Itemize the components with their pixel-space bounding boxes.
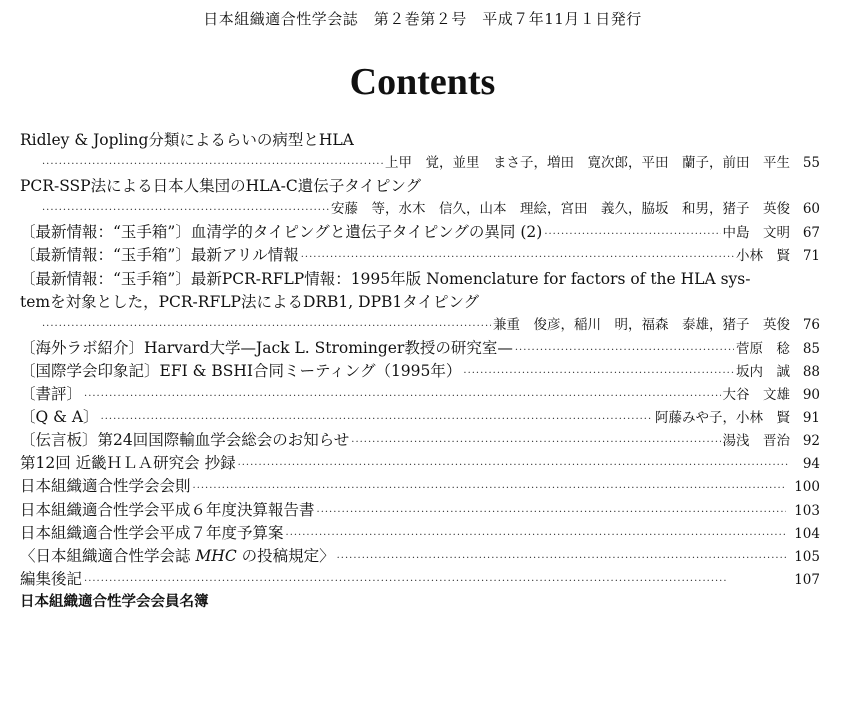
entry-page: 91 — [802, 410, 820, 427]
entry-authors: 中島 文明 — [722, 225, 790, 242]
entry-page: 76 — [802, 316, 820, 333]
leader-dots — [515, 345, 734, 356]
leader-dots — [42, 159, 383, 170]
entry-title: 〔海外ラボ紹介〕Harvard大学—Jack L. Strominger教授の研究室— — [20, 338, 513, 357]
entry-title-italic: MHC — [195, 546, 237, 565]
toc-entry[interactable] — [20, 567, 820, 590]
leader-dots — [351, 437, 720, 448]
toc-entry[interactable] — [20, 174, 820, 197]
leader-dots — [84, 391, 720, 402]
leader-dots — [238, 460, 788, 471]
entry-title: 日本組織適合性学会会則 — [20, 477, 191, 496]
entry-title: 日本組織適合性学会平成７年度予算案 — [20, 523, 284, 542]
entry-title: 〔伝言板〕第24回国際輸血学会総会のお知らせ — [20, 431, 350, 450]
toc-entry[interactable] — [20, 128, 820, 151]
toc-entry[interactable] — [20, 220, 820, 243]
toc-entry[interactable] — [20, 336, 820, 359]
leader-dots — [286, 530, 787, 541]
entry-title: 日本組織適合性学会平成６年度決算報告書 — [20, 500, 315, 519]
entry-title-pre: 〈日本組織適合性学会誌 — [20, 546, 196, 565]
entry-title: 第12回 近畿ＨＬＡ研究会 抄録 — [20, 454, 236, 473]
entry-page: 55 — [802, 155, 820, 172]
toc-entry[interactable] — [20, 590, 820, 613]
entry-page: 71 — [802, 248, 820, 265]
entry-authors: 坂内 誠 — [736, 363, 790, 380]
entry-authors: 兼重 俊彦，稲川 明，福森 泰雄，猪子 英俊 — [493, 316, 790, 333]
leader-dots — [544, 229, 720, 240]
entry-title: 〔書評〕 — [20, 385, 83, 404]
entry-authors: 上甲 覚，並里 まさ子，増田 寛次郎，平田 蘭子，前田 平生 — [385, 155, 790, 172]
entry-title: 〔最新情報：“玉手箱”〕最新アリル情報 — [20, 246, 299, 265]
entry-authors: 大谷 文雄 — [722, 387, 790, 404]
toc-entry[interactable] — [20, 498, 820, 521]
entry-title: PCR-SSP法による日本人集団のHLA-C遺伝子タイピング — [20, 177, 422, 196]
toc-entry[interactable] — [20, 474, 820, 497]
toc-entry[interactable] — [20, 382, 820, 405]
leader-dots — [42, 321, 491, 332]
entry-page: 85 — [802, 340, 820, 357]
entry-page: 100 — [794, 479, 820, 496]
toc-entry[interactable] — [20, 359, 820, 382]
toc-entry-continued[interactable] — [20, 290, 820, 313]
entry-title: 〔Q & A〕 — [20, 408, 99, 427]
entry-authors: 菅原 稔 — [736, 340, 790, 357]
entry-title-post: の投稿規定〉 — [236, 546, 335, 565]
entry-page: 67 — [802, 225, 820, 242]
leader-dots — [463, 368, 734, 379]
entry-page: 107 — [794, 571, 820, 588]
toc-entry[interactable] — [20, 521, 820, 544]
toc-entry-authors[interactable] — [20, 197, 820, 220]
entry-authors: 安藤 等，水木 信久，山本 理絵，宮田 義久，脇坂 和男，猪子 英俊 — [331, 201, 790, 218]
entry-authors: 阿藤みや子，小林 賢 — [655, 410, 790, 427]
entry-page: 94 — [802, 456, 820, 473]
page-title: Contents — [349, 61, 496, 103]
journal-header: 日本組織適合性学会誌 第２巻第２号 平成７年11月１日発行 — [203, 10, 642, 28]
entry-title: 編集後記 — [20, 569, 83, 588]
entry-title: Ridley & Jopling分類によるらいの病型とHLA — [20, 131, 354, 149]
toc-entry[interactable] — [20, 451, 820, 474]
toc-entry-authors[interactable] — [20, 313, 820, 336]
toc-entry[interactable] — [20, 405, 820, 428]
entry-title: temを対象とした，PCR-RFLP法によるDRB1, DPB1タイピング — [20, 292, 480, 311]
entry-page: 90 — [802, 387, 820, 404]
toc-entry[interactable] — [20, 267, 820, 290]
leader-dots — [101, 414, 653, 425]
entry-page: 104 — [794, 525, 820, 542]
leader-dots — [301, 252, 734, 263]
entry-page: 92 — [802, 433, 820, 450]
entry-authors: 小林 賢 — [736, 248, 790, 265]
leader-dots — [84, 576, 786, 587]
toc-entry[interactable] — [20, 243, 820, 266]
entry-title: 〔国際学会印象記〕EFI & BSHI合同ミーティング（1995年） — [20, 361, 462, 380]
toc-entry-authors[interactable] — [20, 151, 820, 174]
entry-title — [20, 544, 335, 566]
entry-page: 88 — [802, 363, 820, 380]
toc-entry[interactable] — [20, 544, 820, 567]
entry-authors: 湯浅 晋治 — [722, 433, 790, 450]
entry-page: 103 — [794, 502, 820, 519]
leader-dots — [317, 507, 787, 518]
entry-title: 〔最新情報：“玉手箱”〕血清学的タイピングと遺伝子タイピングの異同 (2) — [20, 223, 543, 242]
leader-dots — [42, 205, 329, 216]
leader-dots — [337, 553, 787, 564]
toc-entry[interactable] — [20, 428, 820, 451]
entry-title: 〔最新情報：“玉手箱”〕最新PCR-RFLP情報：1995年版 Nomenclature for factors of the HLA sys- — [20, 269, 751, 288]
table-of-contents — [20, 128, 820, 613]
entry-page: 105 — [794, 548, 820, 565]
leader-dots — [193, 483, 787, 494]
entry-page: 60 — [802, 201, 820, 218]
entry-title: 日本組織適合性学会会員名簿 — [20, 593, 209, 610]
